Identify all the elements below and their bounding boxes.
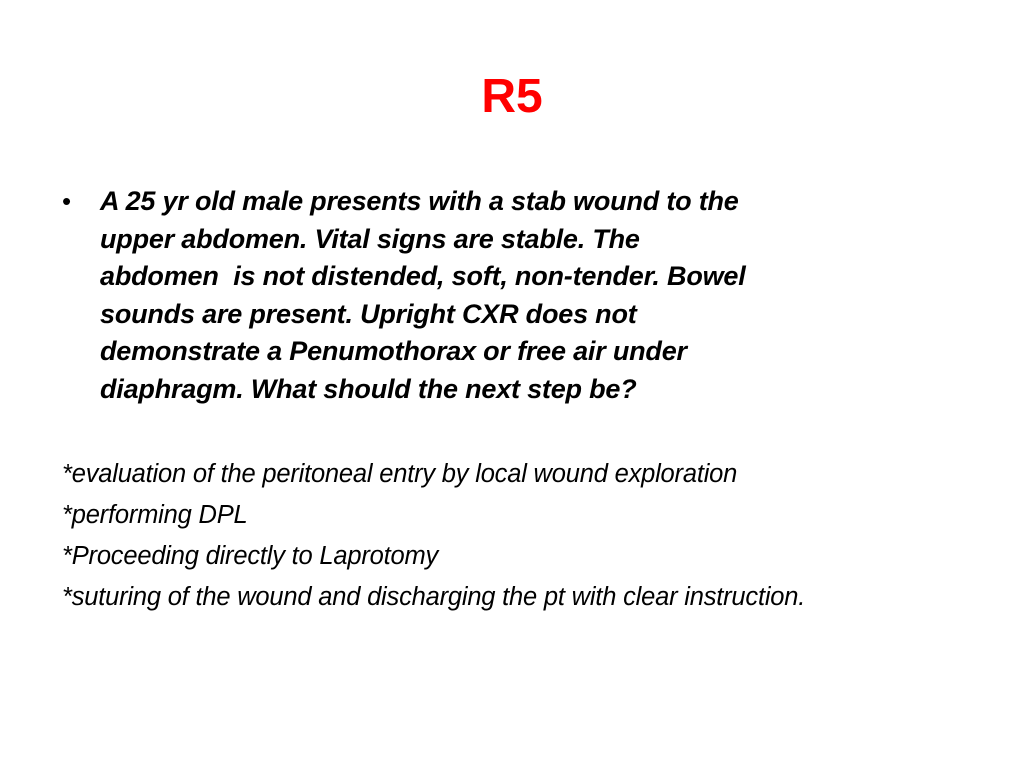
answer-option: *Proceeding directly to Laprotomy — [62, 542, 439, 570]
question-text — [100, 183, 960, 408]
answer-option: *evaluation of the peritoneal entry by local wound exploration — [62, 460, 738, 488]
answer-options — [62, 459, 962, 623]
question-line: demonstrate a Penumothorax or free air under — [100, 336, 687, 366]
answer-option: *performing DPL — [62, 501, 248, 529]
question-bullet — [62, 183, 962, 408]
question-line: diaphragm. What should the next step be? — [100, 373, 637, 404]
question-line: A 25 yr old male presents with a stab wound to the — [100, 186, 739, 216]
slide-title: R5 — [481, 70, 543, 123]
bullet-icon: • — [62, 186, 72, 216]
answer-option: *suturing of the wound and discharging the pt with clear instruction. — [62, 583, 806, 611]
question-line: abdomen is not distended, soft, non-tender. Bowel — [100, 261, 746, 291]
question-line: sounds are present. Upright CXR does not — [100, 298, 637, 329]
question-line: upper abdomen. Vital signs are stable. The — [100, 223, 640, 254]
